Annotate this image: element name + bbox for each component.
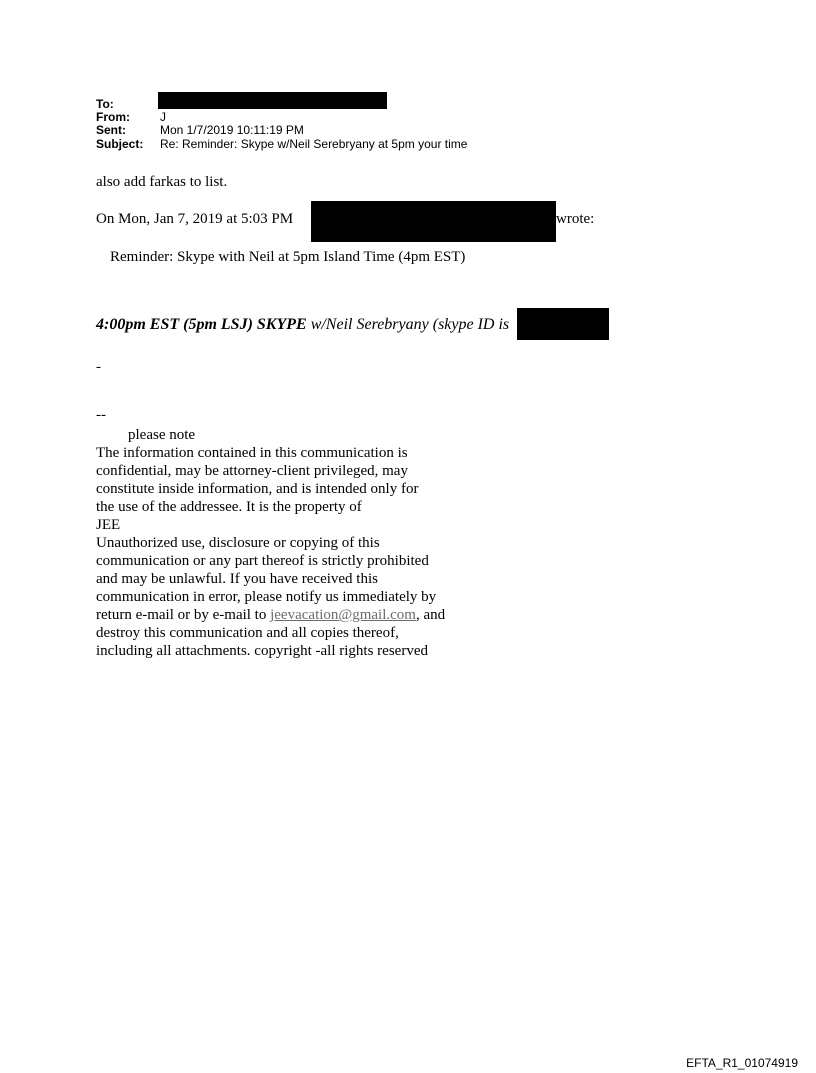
quote-wrote: wrote: [556,211,595,227]
from-label: From: [96,110,130,124]
redaction-to [158,92,387,109]
subject-label: Subject: [96,137,144,151]
signature-separator: -- [96,407,106,423]
please-note: please note [128,427,196,443]
disclaimer-line: including all attachments. copyright -all rights reserved [96,643,428,659]
disclaimer [96,444,476,660]
sent-label: Sent: [96,123,126,137]
quote-intro: On Mon, Jan 7, 2019 at 5:03 PM [96,211,294,227]
email-prefix: return e-mail or by e-mail to [96,607,271,623]
disclaimer-line: the use of the addressee. It is the property of [96,499,362,515]
disclaimer-line: communication or any part thereof is strictly prohibited [96,553,429,569]
email-suffix: , and [415,607,446,623]
disclaimer-line: constitute inside information, and is intended only for [96,481,419,497]
body-line-farkas: also add farkas to list. [96,174,228,190]
subject-value: Re: Reminder: Skype w/Neil Serebryany at 5pm your time [160,137,468,151]
disclaimer-line: and may be unlawful. If you have received this [96,571,378,587]
disclaimer-line-email [96,606,476,624]
disclaimer-line: confidential, may be attorney-client privileged, may [96,463,408,479]
disclaimer-line: JEE [96,517,121,533]
dash-single: - [96,359,101,375]
disclaimer-line: destroy this communication and all copies thereof, [96,625,399,641]
from-value: J [160,110,166,124]
redaction-sender [311,201,556,242]
disclaimer-line: The information contained in this communication is [96,445,408,461]
skype-time: 4:00pm EST (5pm LSJ) SKYPE [96,316,307,333]
disclaimer-line: Unauthorized use, disclosure or copying of this [96,535,380,551]
reminder-line: Reminder: Skype with Neil at 5pm Island Time (4pm EST) [110,249,466,265]
skype-line [96,316,509,334]
email-link[interactable]: jeevacation@gmail.com [270,607,416,623]
sent-value: Mon 1/7/2019 10:11:19 PM [160,123,304,137]
redaction-skype-id [517,308,609,340]
skype-detail: w/Neil Serebryany (skype ID is [306,316,510,333]
to-label: To: [96,97,114,111]
document-id: EFTA_R1_01074919 [686,1056,798,1070]
disclaimer-line: communication in error, please notify us immediately by [96,589,437,605]
